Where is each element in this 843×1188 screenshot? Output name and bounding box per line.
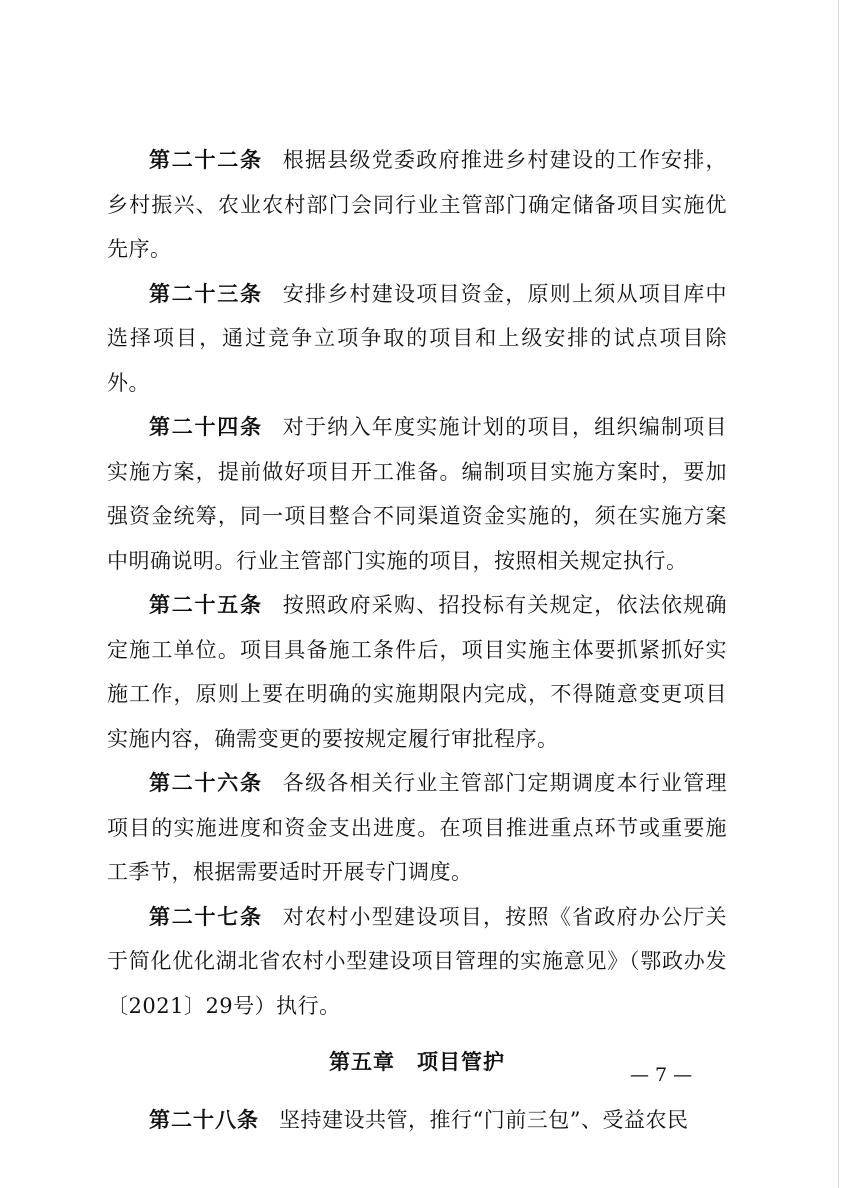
article-text: 对农村小型建设项目，按照《省政府办公厅关于简化优化湖北省农村小型建设项目管理的实施意见》（鄂政办发〔2021〕29号）执行。 bbox=[107, 904, 727, 1018]
article-number: 第二十五条 bbox=[149, 593, 263, 617]
article-text: 坚持建设共管，推行“门前三包”、受益农民 bbox=[279, 1108, 689, 1132]
article-text: 对于纳入年度实施计划的项目，组织编制项目实施方案，提前做好项目开工准备。编制项目实施方案时，要加强资金统筹，同一项目整合不同渠道资金实施的，须在实施方案中明确说明。行业主管部门实施的项目，按照相关规定执行。 bbox=[107, 415, 727, 573]
article-number: 第二十六条 bbox=[149, 771, 263, 795]
article-number: 第二十八条 bbox=[149, 1108, 259, 1132]
article-text: 安排乡村建设项目资金，原则上须从项目库中选择项目，通过竞争立项争取的项目和上级安排的试点项目除外。 bbox=[107, 281, 727, 395]
article-26 bbox=[107, 761, 727, 895]
article-27 bbox=[107, 895, 727, 1029]
article-number: 第二十二条 bbox=[149, 148, 263, 172]
chapter-title: 项目管护 bbox=[417, 1050, 505, 1074]
article-23 bbox=[107, 272, 727, 406]
article-24 bbox=[107, 405, 727, 583]
article-text: 按照政府采购、招投标有关规定，依法依规确定施工单位。项目具备施工条件后，项目实施主体要抓紧抓好实施工作，原则上要在明确的实施期限内完成，不得随意变更项目实施内容，确需变更的要按规定履行审批程序。 bbox=[107, 593, 727, 751]
chapter-number: 第五章 bbox=[329, 1050, 395, 1074]
page-number: — 7 — bbox=[630, 1064, 693, 1086]
article-number: 第二十四条 bbox=[149, 415, 263, 439]
article-number: 第二十七条 bbox=[149, 904, 263, 929]
article-25 bbox=[107, 583, 727, 761]
article-text: 根据县级党委政府推进乡村建设的工作安排，乡村振兴、农业农村部门会同行业主管部门确定储备项目实施优先序。 bbox=[107, 148, 727, 261]
article-22 bbox=[107, 138, 727, 272]
article-number: 第二十三条 bbox=[149, 281, 263, 306]
article-text: 各级各相关行业主管部门定期调度本行业管理项目的实施进度和资金支出进度。在项目推进重点环节或重要施工季节，根据需要适时开展专门调度。 bbox=[107, 771, 727, 884]
page-edge-line bbox=[838, 0, 839, 1188]
article-28 bbox=[107, 1098, 727, 1143]
document-body bbox=[107, 138, 727, 1143]
